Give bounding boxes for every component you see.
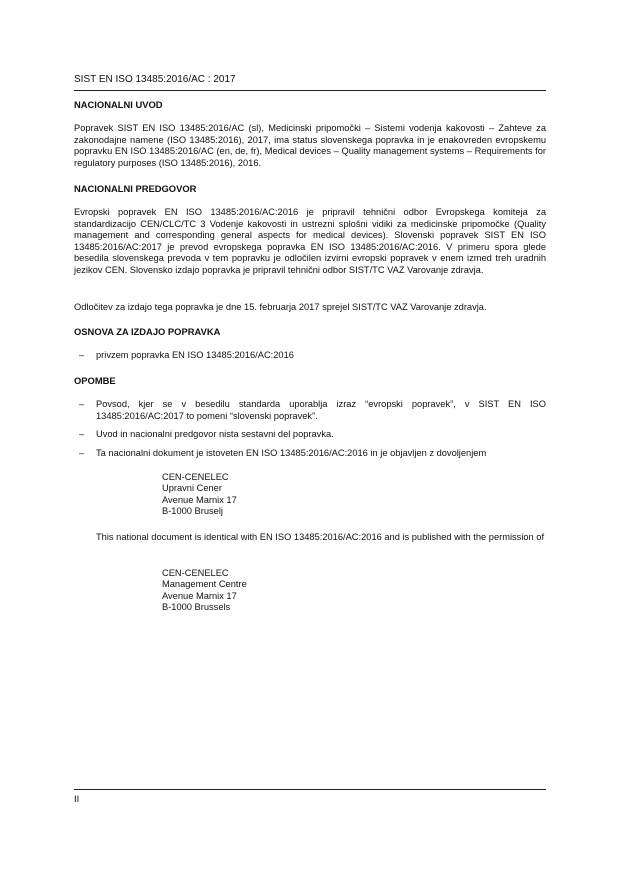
address-line: B-1000 Bruselj [162, 505, 223, 516]
address-line: CEN-CENELEC [162, 472, 229, 482]
document-header-title: SIST EN ISO 13485:2016/AC : 2017 [74, 74, 236, 85]
address-line: Avenue Marnix 17 [162, 590, 237, 601]
heading-osnova-za-izdajo: OSNOVA ZA IZDAJO POPRAVKA [74, 326, 221, 337]
predgovor-paragraph-2: Odločitev za izdajo tega popravka je dne 15. februarja 2017 sprejel SIST/TC VAZ Varovanje zdravja. [74, 302, 487, 312]
header-rule [74, 90, 546, 91]
english-note-paragraph: This national document is identical with EN ISO 13485:2016/AC:2016 and is published with the permission of [96, 532, 545, 542]
address-line: Upravni Cener [162, 483, 222, 494]
footer-rule [74, 789, 546, 790]
list-dash: – [79, 448, 85, 458]
address-line: Avenue Marnix 17 [162, 494, 237, 505]
address-block-english [162, 568, 247, 613]
heading-opombe: OPOMBE [74, 375, 116, 386]
address-line: Management Centre [162, 579, 247, 590]
address-line: CEN-CENELEC [162, 568, 229, 578]
opombe-list-item-3: Ta nacionalni dokument je istoveten EN ISO 13485:2016/AC:2016 in je objavljen z dovoljenjem [96, 448, 487, 458]
heading-nacionalni-uvod: NACIONALNI UVOD [74, 99, 163, 110]
list-dash: – [79, 350, 85, 360]
osnova-list-item: privzem popravka EN ISO 13485:2016/AC:2016 [96, 350, 294, 360]
uvod-paragraph: Popravek SIST EN ISO 13485:2016/AC (sl), Medicinski pripomočki – Sistemi vodenja kakovosti – Zahteve za zakonodajne namene (ISO 13485:2016), 2017, ima status slovenskega popravka in je enakovreden evropskemu popravku EN ISO 13485:2016/AC (en, de, fr), Medical devices – Quality management systems – Requirements for regulatory purposes (ISO 13485:2016), 2016. [74, 123, 546, 168]
address-block-slovenian [162, 472, 237, 517]
opombe-list-item-2: Uvod in nacionalni predgovor nista sestavni del popravka. [96, 429, 334, 439]
list-dash: – [79, 399, 85, 409]
address-line: B-1000 Brussels [162, 601, 231, 612]
document-page [74, 0, 546, 877]
predgovor-paragraph-1: Evropski popravek EN ISO 13485:2016/AC:2016 je pripravil tehnični odbor Evropskega komiteja za standardizacijo CEN/CLC/TC 3 Vodenje kakovosti in ustrezni splošni vidiki za medicinske pripomočke (Quality management and corresponding general aspects for medical devices). Slovenski popravek SIST EN ISO 13485:2016/AC:2017 je prevod evropskega popravka EN ISO 13485:2016/AC:2016. V primeru spora glede besedila slovenskega prevoda v tem popravku je odločilen izvirni evropski popravek v enem izmed treh uradnih jezikov CEN. Slovensko izdajo popravka je pripravil tehnični odbor SIST/TC VAZ Varovanje zdravja. [74, 207, 546, 275]
page-number: II [74, 794, 80, 805]
list-dash: – [79, 429, 85, 439]
heading-nacionalni-predgovor: NACIONALNI PREDGOVOR [74, 183, 197, 194]
opombe-list-item-1: Povsod, kjer se v besedilu standarda uporablja izraz “evropski popravek”, v SIST EN ISO 13485:2016/AC:2017 to pomeni “slovenski popravek”. [96, 399, 546, 421]
